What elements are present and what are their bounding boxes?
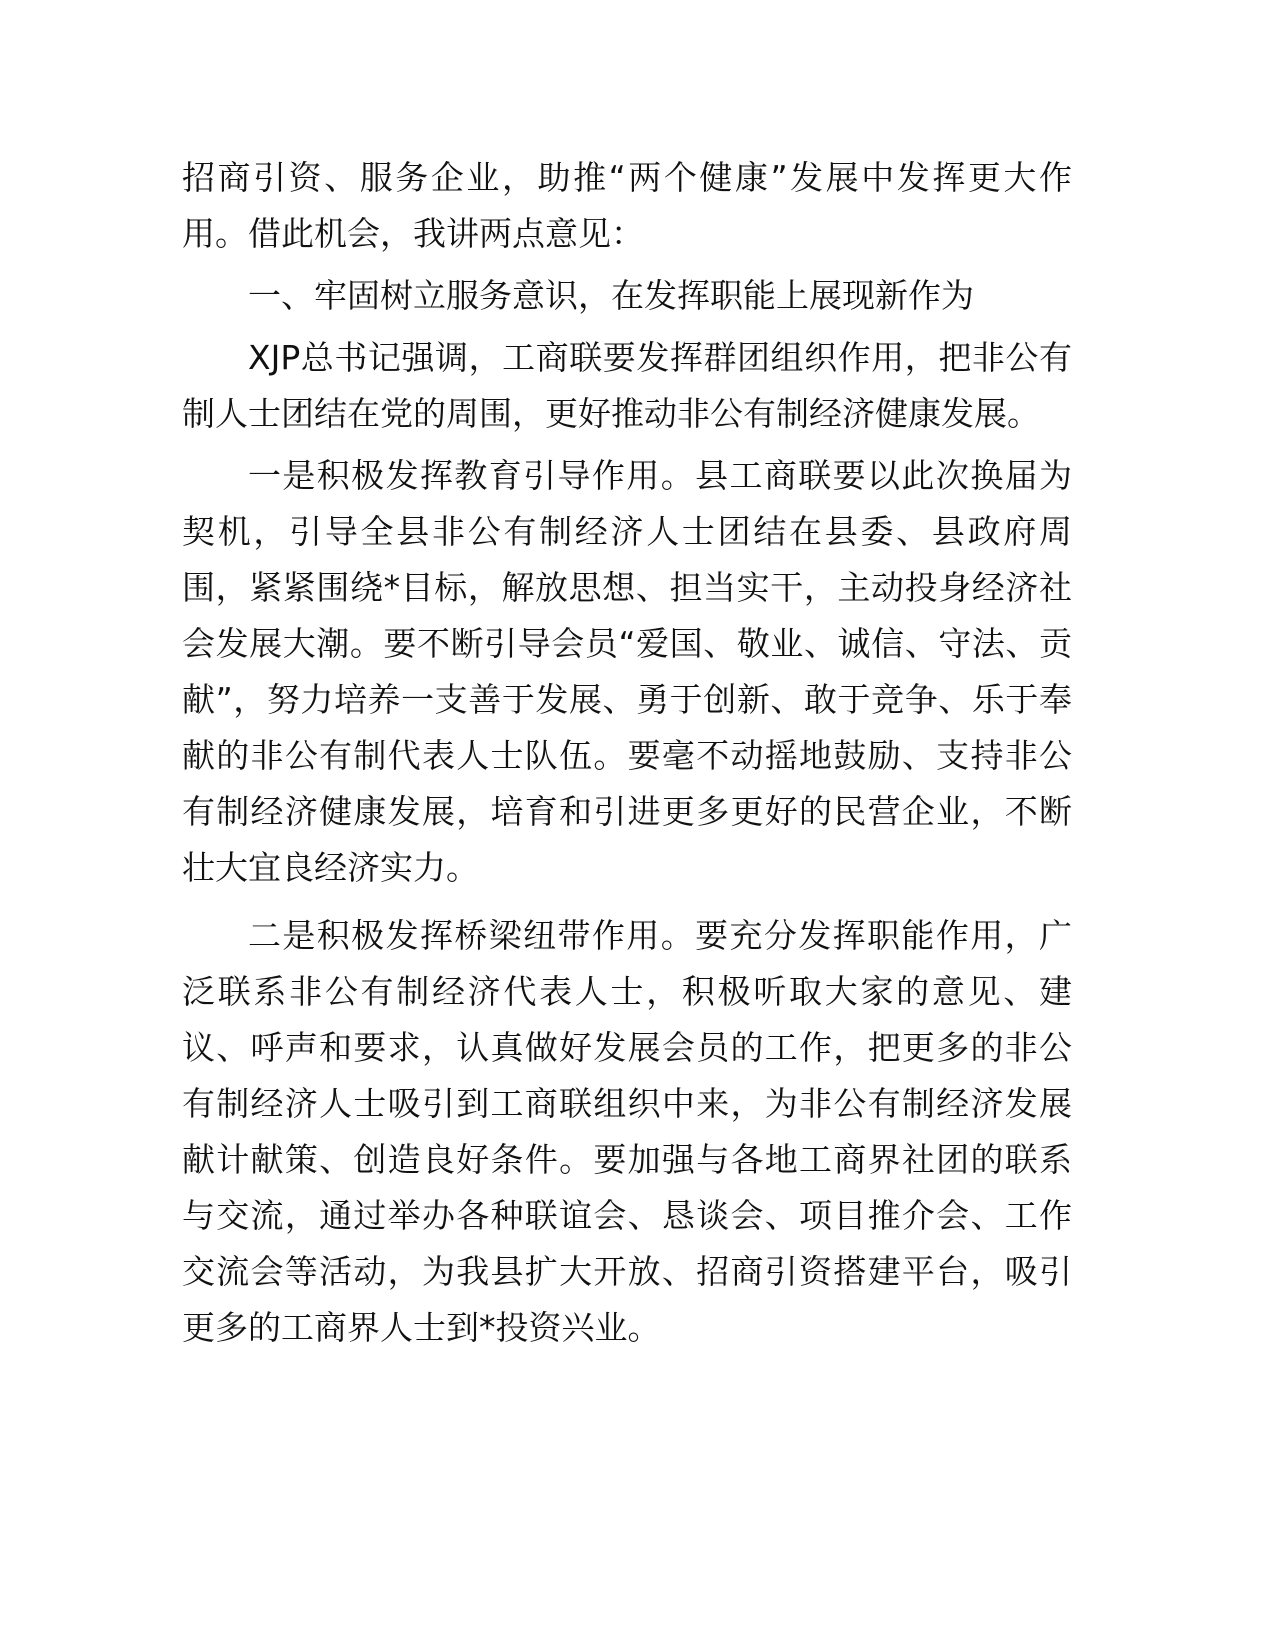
paragraph-quote: XJP总书记强调，工商联要发挥群团组织作用，把非公有制人士团结在党的周围，更好推动非公有制经济健康发展。 xyxy=(182,338,1072,433)
paragraph-continuation: 招商引资、服务企业，助推“两个健康”发展中发挥更大作用。借此机会，我讲两点意见： xyxy=(182,158,1072,253)
document-body xyxy=(182,150,1072,1362)
paragraph-point-one: 一是积极发挥教育引导作用。县工商联要以此次换届为契机，引导全县非公有制经济人士团结在县委、县政府周围，紧紧围绕*目标，解放思想、担当实干，主动投身经济社会发展大潮。要不断引导会员“爱国、敬业、诚信、守法、贡献”，努力培养一支善于发展、勇于创新、敢于竞争、乐于奉献的非公有制代表人士队伍。要毫不动摇地鼓励、支持非公有制经济健康发展，培育和引进更多更好的民营企业，不断壮大宜良经济实力。 xyxy=(182,456,1072,887)
paragraph-point-two: 二是积极发挥桥梁纽带作用。要充分发挥职能作用，广泛联系非公有制经济代表人士，积极听取大家的意见、建议、呼声和要求，认真做好发展会员的工作，把更多的非公有制经济人士吸引到工商联组织中来，为非公有制经济发展献计献策、创造良好条件。要加强与各地工商界社团的联系与交流，通过举办各种联谊会、恳谈会、项目推介会、工作交流会等活动，为我县扩大开放、招商引资搭建平台，吸引更多的工商界人士到*投资兴业。 xyxy=(182,916,1072,1347)
section-heading: 一、牢固树立服务意识，在发挥职能上展现新作为 xyxy=(248,276,974,315)
